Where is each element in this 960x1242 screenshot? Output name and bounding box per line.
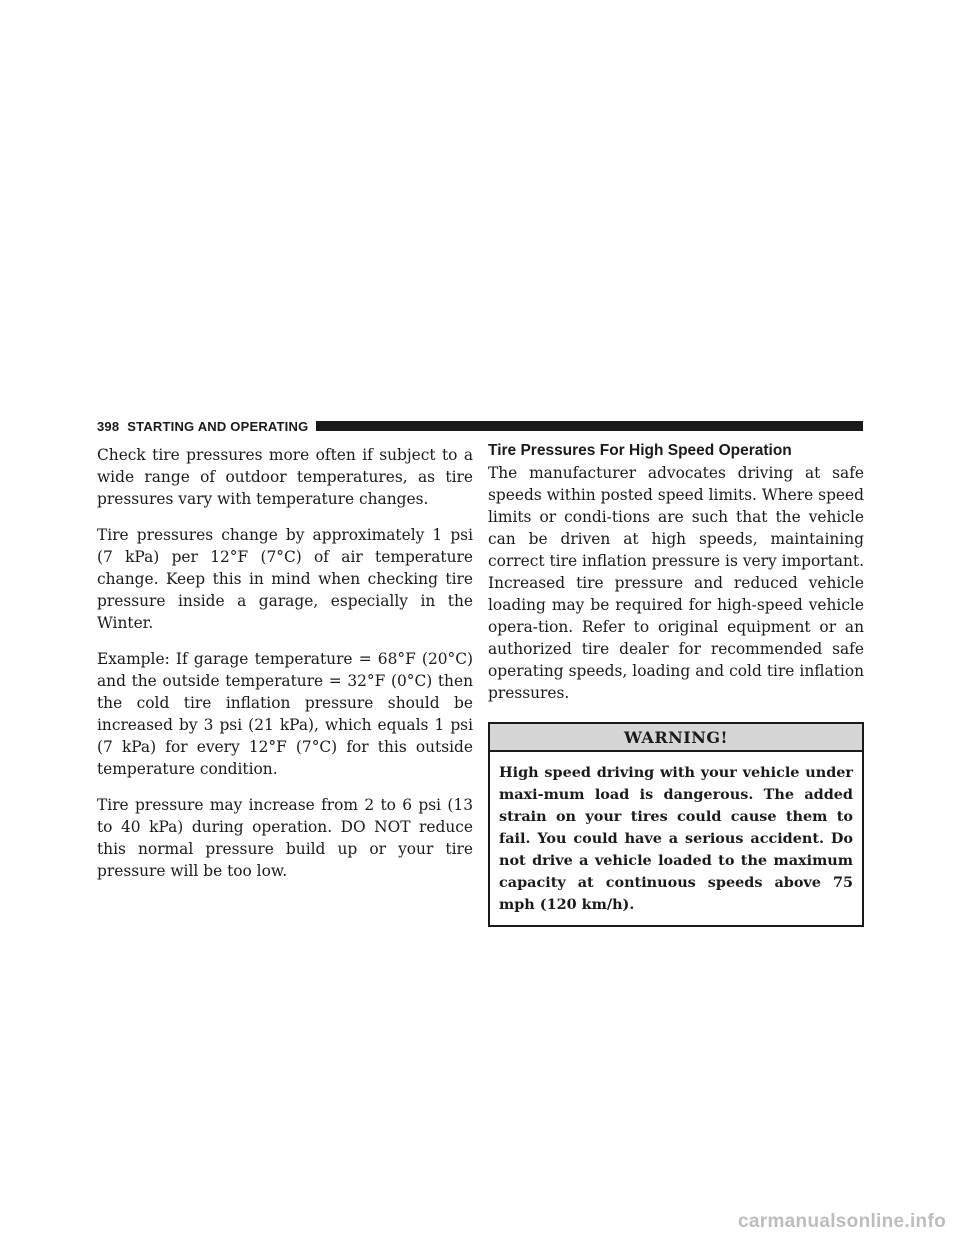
- paragraph-temperature-range: Check tire pressures more often if subject to a wide range of outdoor temperatures, as tire pressures vary with temperature changes.: [97, 446, 473, 508]
- left-column: [97, 444, 473, 896]
- warning-box: [488, 722, 864, 927]
- warning-text: High speed driving with your vehicle under maxi-mum load is dangerous. The added strain on your tires could cause them to fail. You could have a serious accident. Do not drive a vehicle loaded to the maximum capacity at continuous speeds above 75 mph (120 km/h).: [499, 764, 853, 913]
- warning-title: WARNING!: [490, 724, 862, 752]
- page-number: 398: [97, 418, 120, 434]
- paragraph-high-speed: The manufacturer advocates driving at safe speeds within posted speed limits. Where speed limits or condi-tions are such that the vehicle can be driven at high speeds, maintaining correct tire inflation pressure is very important. Increased tire pressure and reduced vehicle loading may be required for high-speed vehicle opera-tion. Refer to original equipment or an authorized tire dealer for recommended safe operating speeds, loading and cold tire inflation pressures.: [488, 464, 864, 702]
- right-column: [488, 441, 864, 927]
- watermark: carmanualsonline.info: [738, 1211, 946, 1232]
- paragraph-pressure-change: Tire pressures change by approximately 1 psi (7 kPa) per 12°F (7°C) of air temperature change. Keep this in mind when checking tire pressure inside a garage, especially in the Winter.: [97, 526, 473, 632]
- header-rule: [316, 421, 863, 431]
- paragraph-pressure-increase: Tire pressure may increase from 2 to 6 psi (13 to 40 kPa) during operation. DO NOT reduce this normal pressure build up or your tire pressure will be too low.: [97, 796, 473, 880]
- page-header: [97, 418, 863, 434]
- section-heading: Tire Pressures For High Speed Operation: [488, 442, 792, 459]
- paragraph-example: Example: If garage temperature = 68°F (20°C) and the outside temperature = 32°F (0°C) then the cold tire inflation pressure should be increased by 3 psi (21 kPa), which equals 1 psi (7 kPa) for every 12°F (7°C) for this outside temperature condition.: [97, 650, 473, 778]
- section-title: STARTING AND OPERATING: [127, 418, 309, 434]
